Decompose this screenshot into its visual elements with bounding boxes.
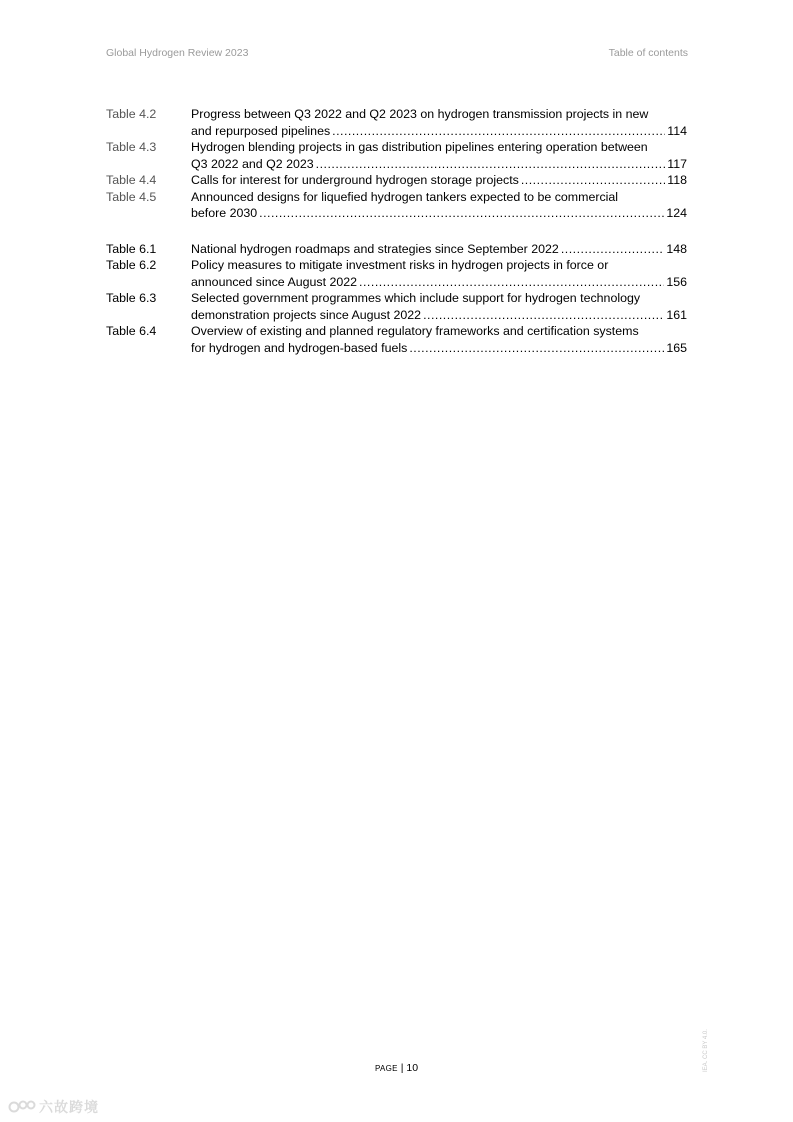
- toc-entry-title-line: Calls for interest for underground hydrogen storage projects: [191, 173, 519, 187]
- toc-leader-dots: [409, 340, 664, 357]
- page-label-text: PAGE: [374, 1064, 398, 1073]
- toc-entry-label: Table 4.4: [106, 173, 157, 187]
- page-separator: |: [400, 1062, 404, 1074]
- toc-entry-title-line: Announced designs for liquefied hydrogen tankers expected to be commercial: [191, 189, 619, 204]
- toc-entry-table-4-2[interactable]: [106, 106, 687, 139]
- toc-entry-title-line: for hydrogen and hydrogen-based fuels: [191, 340, 408, 355]
- toc-entry-title-line: Q3 2022 and Q2 2023: [191, 156, 314, 171]
- toc-entry-title-line: and repurposed pipelines: [191, 123, 331, 138]
- header-document-title: Global Hydrogen Review 2023: [106, 47, 249, 59]
- logo-icon: [8, 1098, 36, 1116]
- toc-entry-label: Table 4.5: [106, 189, 157, 204]
- toc-entry-table-4-5[interactable]: [106, 189, 687, 222]
- toc-entry-title-line: Progress between Q3 2022 and Q2 2023 on hydrogen transmission projects in new: [191, 107, 649, 121]
- watermark: [8, 1096, 99, 1118]
- toc-leader-dots: [316, 156, 666, 173]
- toc-entry-label: Table 6.3: [106, 291, 157, 305]
- toc-entry-table-6-4[interactable]: [106, 323, 687, 356]
- toc-leader-dots: [332, 123, 665, 140]
- page-footer: [0, 1062, 793, 1074]
- toc-leader-dots: [259, 205, 664, 222]
- toc-entry-page: 114: [667, 123, 687, 138]
- page-label: [375, 1062, 398, 1074]
- toc-entry-page: 117: [667, 156, 687, 171]
- toc-entry-title-line: Hydrogen blending projects in gas distribution pipelines entering operation between: [191, 140, 648, 154]
- license-text: IEA. CC BY 4.0.: [703, 1029, 709, 1072]
- page-number: 10: [406, 1062, 419, 1074]
- toc-entry-label: Table 6.2: [106, 258, 157, 272]
- toc-entry-title-line: National hydrogen roadmaps and strategies since September 2022: [191, 241, 559, 256]
- toc-entry-label: Table 4.3: [106, 140, 157, 154]
- toc-entry-label: Table 4.2: [106, 107, 157, 121]
- table-of-contents: [106, 106, 687, 356]
- toc-entry-title-line: Selected government programmes which include support for hydrogen technology: [191, 291, 641, 305]
- running-header: [106, 47, 688, 63]
- toc-entry-page: 124: [666, 206, 687, 220]
- toc-entry-table-6-1[interactable]: [106, 241, 687, 258]
- toc-entry-page: 118: [667, 173, 687, 187]
- toc-entry-title-line: demonstration projects since August 2022: [191, 307, 422, 322]
- toc-entry-page: 161: [666, 307, 687, 322]
- toc-leader-dots: [561, 241, 664, 258]
- toc-entry-table-6-3[interactable]: [106, 290, 687, 323]
- toc-entry-label: Table 6.1: [106, 241, 157, 256]
- toc-entry-label: Table 6.4: [106, 324, 157, 338]
- toc-entry-title-line: announced since August 2022: [191, 274, 358, 289]
- toc-leader-dots: [521, 172, 665, 189]
- header-section-title: Table of contents: [608, 47, 688, 59]
- toc-entry-table-4-3[interactable]: [106, 139, 687, 172]
- watermark-text: 六故跨境: [39, 1100, 99, 1116]
- toc-entry-title-line: before 2030: [191, 206, 258, 220]
- toc-entry-page: 165: [666, 340, 687, 355]
- toc-entry-page: 156: [666, 274, 687, 289]
- toc-entry-table-6-2[interactable]: [106, 257, 687, 290]
- toc-entry-table-4-4[interactable]: [106, 172, 687, 189]
- toc-entry-title-line: Overview of existing and planned regulatory frameworks and certification systems: [191, 324, 639, 338]
- toc-leader-dots: [359, 274, 664, 291]
- toc-leader-dots: [423, 307, 664, 324]
- toc-entry-page: 148: [666, 241, 687, 256]
- toc-entry-title-line: Policy measures to mitigate investment risks in hydrogen projects in force or: [191, 258, 609, 272]
